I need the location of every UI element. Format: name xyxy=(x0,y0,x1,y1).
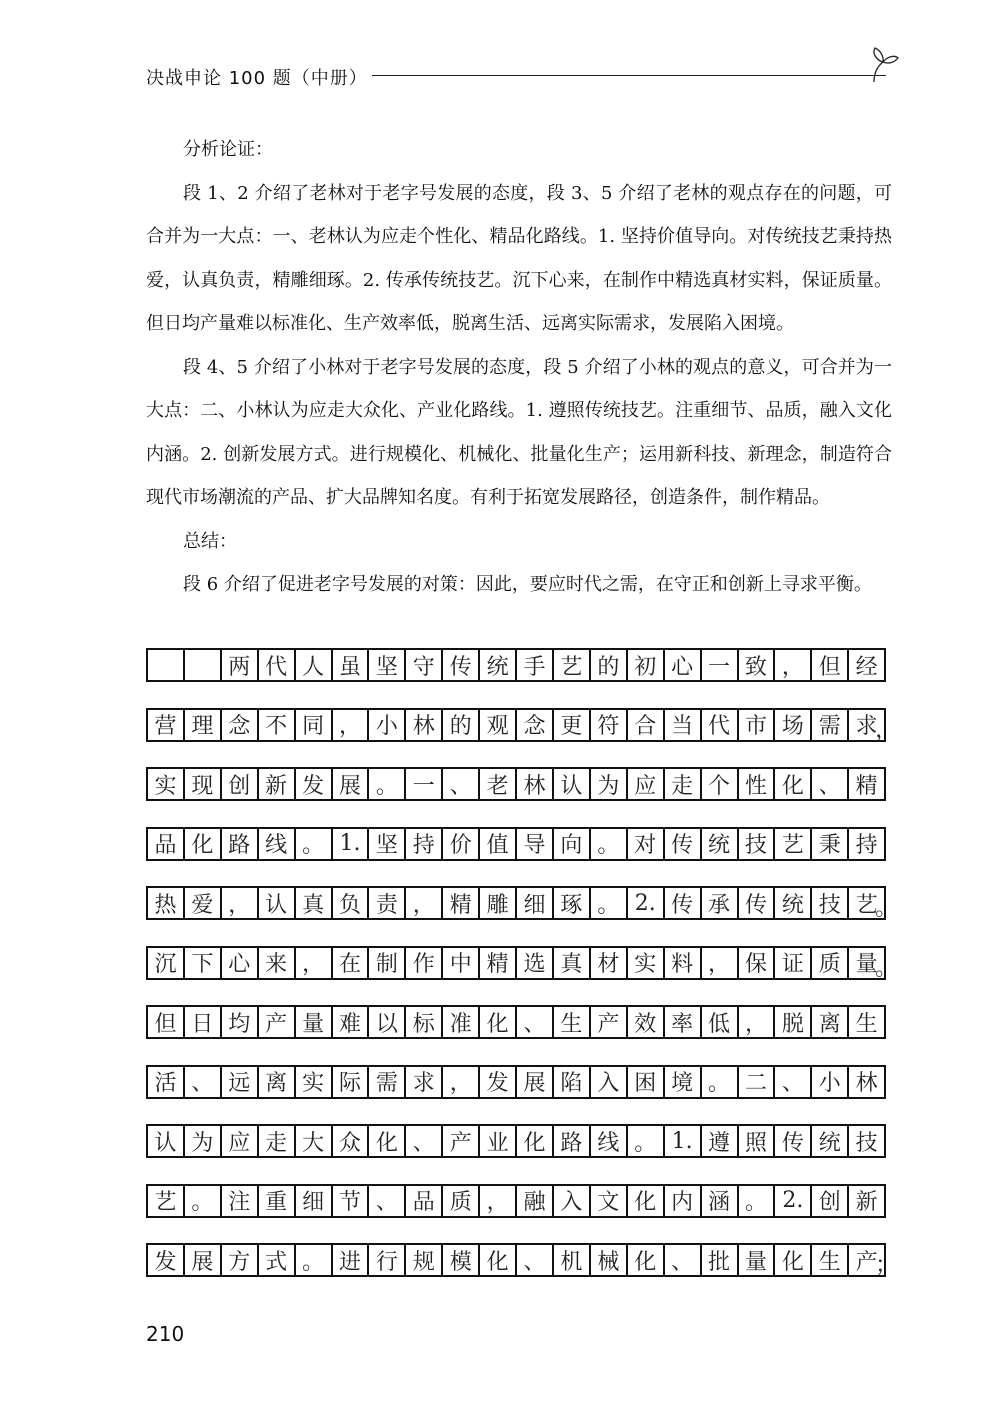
section-heading-summary: 总结： xyxy=(183,530,237,552)
grid-cell: 方 xyxy=(222,1245,259,1275)
grid-cell: 。 xyxy=(369,769,406,799)
grid-cell: 、 xyxy=(517,1007,554,1037)
grid-cell: 困 xyxy=(628,1067,665,1097)
grid-cell: 远 xyxy=(222,1067,259,1097)
grid-cell: 低 xyxy=(702,1007,739,1037)
grid-cell: 认 xyxy=(148,1126,185,1156)
grid-cell: 坚 xyxy=(369,829,406,859)
grid-cell: 2. xyxy=(775,1186,812,1216)
answer-grid-row xyxy=(146,946,898,981)
grid-cell: 。 xyxy=(628,1126,665,1156)
grid-cell: 小 xyxy=(369,710,406,740)
grid-cell: 艺 xyxy=(148,1186,185,1216)
grid-cell: 为 xyxy=(591,769,628,799)
grid-cell: 离 xyxy=(812,1007,849,1037)
grid-cell: 入 xyxy=(554,1186,591,1216)
grid-cell: 均 xyxy=(222,1007,259,1037)
section-heading-analysis: 分析论证： xyxy=(183,139,273,160)
grid-cell: 为 xyxy=(185,1126,222,1156)
grid-cell: 细 xyxy=(296,1186,333,1216)
grid-cell: 、 xyxy=(812,769,849,799)
grid-cell: ， xyxy=(702,948,739,978)
sprout-icon xyxy=(866,44,900,84)
grid-cell: 负 xyxy=(333,888,370,918)
grid-cell xyxy=(148,650,185,680)
grid-cell xyxy=(185,650,222,680)
grid-cell: 更 xyxy=(554,710,591,740)
grid-cell: 技 xyxy=(849,1126,886,1156)
grid-cell: 市 xyxy=(739,710,776,740)
analysis-text xyxy=(146,128,892,607)
grid-cell: 手 xyxy=(517,650,554,680)
grid-cell: ， xyxy=(406,888,443,918)
grid-cell: 2. xyxy=(628,888,665,918)
grid-cell: ， xyxy=(222,888,259,918)
grid-cell: 以 xyxy=(369,1007,406,1037)
grid-cell: 化 xyxy=(628,1245,665,1275)
grid-cell: 统 xyxy=(775,888,812,918)
grid-cell: 。 xyxy=(591,888,628,918)
grid-cell: 化 xyxy=(480,1007,517,1037)
grid-cell: 选 xyxy=(517,948,554,978)
grid-cell: 。 xyxy=(296,829,333,859)
grid-cell: 制 xyxy=(369,948,406,978)
grid-cell: ， xyxy=(333,710,370,740)
grid-cell: 值 xyxy=(480,829,517,859)
grid-cell: 众 xyxy=(333,1126,370,1156)
grid-cell: 日 xyxy=(185,1007,222,1037)
grid-cell: 但 xyxy=(148,1007,185,1037)
grid-cell: 保 xyxy=(739,948,776,978)
header-rule xyxy=(372,75,886,76)
grid-cell: 难 xyxy=(333,1007,370,1037)
grid-cell: 精 xyxy=(849,769,886,799)
grid-cell: 对 xyxy=(628,829,665,859)
grid-cell: 标 xyxy=(406,1007,443,1037)
grid-cell: 精 xyxy=(480,948,517,978)
answer-grid xyxy=(146,648,898,1303)
grid-cell: 产 xyxy=(259,1007,296,1037)
grid-cell: 效 xyxy=(628,1007,665,1037)
grid-cell: 的 xyxy=(443,710,480,740)
grid-cell: 老 xyxy=(480,769,517,799)
grid-cell: 守 xyxy=(406,650,443,680)
grid-cell: 念 xyxy=(517,710,554,740)
grid-cell: 坚 xyxy=(369,650,406,680)
grid-cell: 。 xyxy=(185,1186,222,1216)
grid-cell: 一 xyxy=(406,769,443,799)
grid-cell-punctuation: ， xyxy=(875,717,898,743)
grid-cell: 传 xyxy=(443,650,480,680)
grid-cell: 爱 xyxy=(185,888,222,918)
grid-cell: 观 xyxy=(480,710,517,740)
grid-cell: 需 xyxy=(812,710,849,740)
answer-grid-row xyxy=(146,648,886,682)
grid-cell: 求 ， xyxy=(849,710,886,740)
grid-cell: 1. xyxy=(665,1126,702,1156)
grid-cell: 线 xyxy=(591,1126,628,1156)
grid-cell: 内 xyxy=(665,1186,702,1216)
grid-cell: 传 xyxy=(665,829,702,859)
grid-cell: 林 xyxy=(517,769,554,799)
answer-grid-row xyxy=(146,1243,898,1278)
grid-cell: 质 xyxy=(812,948,849,978)
grid-cell: 持 xyxy=(406,829,443,859)
grid-cell: 热 xyxy=(148,888,185,918)
grid-cell: 责 xyxy=(369,888,406,918)
grid-cell: 。 xyxy=(296,1245,333,1275)
grid-cell: 念 xyxy=(222,710,259,740)
grid-cell: 实 xyxy=(296,1067,333,1097)
grid-cell: 线 xyxy=(259,829,296,859)
grid-cell: 心 xyxy=(665,650,702,680)
grid-cell: 艺 。 xyxy=(849,888,886,918)
grid-cell: 新 xyxy=(849,1186,886,1216)
grid-cell: 创 xyxy=(222,769,259,799)
grid-cell: 真 xyxy=(554,948,591,978)
grid-cell: 艺 xyxy=(554,650,591,680)
grid-cell: 统 xyxy=(480,650,517,680)
grid-cell: 经 xyxy=(849,650,886,680)
book-title: 决战申论 100 题（中册） xyxy=(146,68,368,89)
grid-cell: 材 xyxy=(591,948,628,978)
grid-cell: 业 xyxy=(480,1126,517,1156)
grid-cell: 致 xyxy=(739,650,776,680)
paragraph: 段 6 介绍了促进老字号发展的对策：因此，要应时代之需，在守正和创新上寻求平衡。 xyxy=(183,574,872,595)
grid-cell: 心 xyxy=(222,948,259,978)
grid-cell: 当 xyxy=(665,710,702,740)
grid-cell: 重 xyxy=(259,1186,296,1216)
grid-cell: 发 xyxy=(148,1245,185,1275)
grid-cell: 下 xyxy=(185,948,222,978)
grid-cell: 产 ； xyxy=(849,1245,886,1275)
grid-cell: 进 xyxy=(333,1245,370,1275)
grid-cell: 品 xyxy=(406,1186,443,1216)
grid-cell: 向 xyxy=(554,829,591,859)
grid-cell: 展 xyxy=(185,1245,222,1275)
grid-cell: 生 xyxy=(849,1007,886,1037)
grid-cell: 量 xyxy=(739,1245,776,1275)
grid-cell: 认 xyxy=(259,888,296,918)
grid-cell: 营 xyxy=(148,710,185,740)
answer-grid-row xyxy=(146,708,898,743)
grid-cell: 的 xyxy=(591,650,628,680)
grid-cell: 需 xyxy=(369,1067,406,1097)
page-number: 210 xyxy=(146,1322,185,1346)
answer-grid-row xyxy=(146,1065,886,1099)
grid-cell: 、 xyxy=(665,1245,702,1275)
grid-cell: 理 xyxy=(185,710,222,740)
answer-grid-row xyxy=(146,1005,886,1039)
grid-cell: 料 xyxy=(665,948,702,978)
grid-cell: 。 xyxy=(702,1067,739,1097)
grid-cell: 现 xyxy=(185,769,222,799)
grid-cell: 准 xyxy=(443,1007,480,1037)
grid-cell: 生 xyxy=(554,1007,591,1037)
grid-cell: 应 xyxy=(628,769,665,799)
grid-cell: 精 xyxy=(443,888,480,918)
grid-cell: 代 xyxy=(259,650,296,680)
grid-cell: 导 xyxy=(517,829,554,859)
grid-cell: 遵 xyxy=(702,1126,739,1156)
grid-cell-punctuation: 。 xyxy=(875,896,898,921)
answer-grid-row xyxy=(146,886,898,921)
grid-cell: 证 xyxy=(775,948,812,978)
grid-cell: 虽 xyxy=(333,650,370,680)
grid-cell: 脱 xyxy=(775,1007,812,1037)
paragraph: 段 1、2 介绍了老林对于老字号发展的态度，段 3、5 介绍了老林的观点存在的问题，可合并为一大点：一、老林认为应走个性化、精品化路线。1. 坚持价值导向。对传统技艺秉持热爱，认真负责，精雕细琢。2. 传承传统技艺。沉下心来，在制作中精选真材实料，保证质量。但日均产量难以标准化、生产效率低，脱离生活、远离实际需求，发展陷入困境。 xyxy=(146,182,892,334)
grid-cell: 展 xyxy=(333,769,370,799)
grid-cell: 两 xyxy=(222,650,259,680)
grid-cell: 行 xyxy=(369,1245,406,1275)
grid-cell: 际 xyxy=(333,1067,370,1097)
grid-cell: 境 xyxy=(665,1067,702,1097)
grid-cell: 、 xyxy=(369,1186,406,1216)
grid-cell: 走 xyxy=(665,769,702,799)
grid-cell: 率 xyxy=(665,1007,702,1037)
grid-cell: 技 xyxy=(812,888,849,918)
grid-cell: 应 xyxy=(222,1126,259,1156)
grid-cell-punctuation: ； xyxy=(875,1253,898,1278)
grid-cell: 化 xyxy=(628,1186,665,1216)
grid-cell: ， xyxy=(739,1007,776,1037)
grid-cell: 传 xyxy=(739,888,776,918)
grid-cell: 路 xyxy=(554,1126,591,1156)
grid-cell: 求 xyxy=(406,1067,443,1097)
grid-cell: 规 xyxy=(406,1245,443,1275)
answer-grid-row xyxy=(146,827,886,861)
grid-cell: 走 xyxy=(259,1126,296,1156)
grid-cell: 实 xyxy=(148,769,185,799)
grid-cell: 化 xyxy=(775,769,812,799)
grid-cell: 产 xyxy=(443,1126,480,1156)
grid-cell: 活 xyxy=(148,1067,185,1097)
grid-cell: 化 xyxy=(185,829,222,859)
grid-cell: 秉 xyxy=(812,829,849,859)
grid-cell: 机 xyxy=(554,1245,591,1275)
grid-cell: 大 xyxy=(296,1126,333,1156)
grid-cell: 入 xyxy=(591,1067,628,1097)
grid-cell: 传 xyxy=(775,1126,812,1156)
grid-cell: 来 xyxy=(259,948,296,978)
grid-cell: 、 xyxy=(517,1245,554,1275)
grid-cell: 产 xyxy=(591,1007,628,1037)
grid-cell: 作 xyxy=(406,948,443,978)
grid-cell: 实 xyxy=(628,948,665,978)
grid-cell: 注 xyxy=(222,1186,259,1216)
grid-cell: 节 xyxy=(333,1186,370,1216)
grid-cell: 在 xyxy=(333,948,370,978)
grid-cell: 初 xyxy=(628,650,665,680)
grid-cell: 持 xyxy=(849,829,886,859)
grid-cell: 承 xyxy=(702,888,739,918)
grid-cell: 品 xyxy=(148,829,185,859)
grid-cell: 量 。 xyxy=(849,948,886,978)
grid-cell: 涵 xyxy=(702,1186,739,1216)
grid-cell: 1. xyxy=(333,829,370,859)
paragraph: 段 4、5 介绍了小林对于老字号发展的态度，段 5 介绍了小林的观点的意义，可合并为一大点：二、小林认为应走大众化、产业化路线。1. 遵照传统技艺。注重细节、品质，融入文化内涵。2. 创新发展方式。进行规模化、机械化、批量化生产；运用新科技、新理念，制造符合现代市场潮流的产品、扩大品牌知名度。有利于拓宽发展路径，创造条件，制作精品。 xyxy=(146,356,892,508)
grid-cell: 符 xyxy=(591,710,628,740)
grid-cell: 技 xyxy=(739,829,776,859)
grid-cell: 但 xyxy=(812,650,849,680)
grid-cell: 一 xyxy=(702,650,739,680)
grid-cell: 发 xyxy=(296,769,333,799)
grid-cell: 沉 xyxy=(148,948,185,978)
grid-cell: 小 xyxy=(812,1067,849,1097)
grid-cell: 中 xyxy=(443,948,480,978)
grid-cell: 真 xyxy=(296,888,333,918)
grid-cell: 场 xyxy=(775,710,812,740)
grid-cell: 不 xyxy=(259,710,296,740)
grid-cell: 化 xyxy=(517,1126,554,1156)
grid-cell: 化 xyxy=(480,1245,517,1275)
grid-cell: 林 xyxy=(406,710,443,740)
grid-cell: 展 xyxy=(517,1067,554,1097)
grid-cell: 代 xyxy=(702,710,739,740)
grid-cell: 模 xyxy=(443,1245,480,1275)
grid-cell: 离 xyxy=(259,1067,296,1097)
grid-cell: 文 xyxy=(591,1186,628,1216)
grid-cell: 合 xyxy=(628,710,665,740)
grid-cell: 械 xyxy=(591,1245,628,1275)
grid-cell: 、 xyxy=(443,769,480,799)
grid-cell: 、 xyxy=(406,1126,443,1156)
grid-cell: 路 xyxy=(222,829,259,859)
grid-cell: 统 xyxy=(812,1126,849,1156)
grid-cell: 雕 xyxy=(480,888,517,918)
grid-cell: 。 xyxy=(591,829,628,859)
grid-cell: 批 xyxy=(702,1245,739,1275)
grid-cell: 、 xyxy=(775,1067,812,1097)
grid-cell: 照 xyxy=(739,1126,776,1156)
grid-cell: 个 xyxy=(702,769,739,799)
grid-cell: 二 xyxy=(739,1067,776,1097)
grid-cell: ， xyxy=(480,1186,517,1216)
answer-grid-row xyxy=(146,1184,886,1218)
grid-cell: 认 xyxy=(554,769,591,799)
grid-cell: 质 xyxy=(443,1186,480,1216)
grid-cell: 式 xyxy=(259,1245,296,1275)
grid-cell: 化 xyxy=(369,1126,406,1156)
grid-cell: 传 xyxy=(665,888,702,918)
grid-cell: 量 xyxy=(296,1007,333,1037)
grid-cell: 林 xyxy=(849,1067,886,1097)
answer-grid-row xyxy=(146,767,886,801)
grid-cell: ， xyxy=(775,650,812,680)
grid-cell: 融 xyxy=(517,1186,554,1216)
grid-cell: 化 xyxy=(775,1245,812,1275)
grid-cell: 新 xyxy=(259,769,296,799)
grid-cell: 同 xyxy=(296,710,333,740)
grid-cell: ， xyxy=(443,1067,480,1097)
grid-cell: 生 xyxy=(812,1245,849,1275)
grid-cell: 细 xyxy=(517,888,554,918)
grid-cell: 陷 xyxy=(554,1067,591,1097)
grid-cell: 琢 xyxy=(554,888,591,918)
grid-cell: 、 xyxy=(185,1067,222,1097)
answer-grid-row xyxy=(146,1124,886,1158)
grid-cell: 。 xyxy=(739,1186,776,1216)
grid-cell: 艺 xyxy=(775,829,812,859)
grid-cell: 统 xyxy=(702,829,739,859)
grid-cell: 人 xyxy=(296,650,333,680)
running-header xyxy=(146,58,900,92)
grid-cell: 价 xyxy=(443,829,480,859)
grid-cell-punctuation: 。 xyxy=(875,955,898,981)
grid-cell: 性 xyxy=(739,769,776,799)
grid-cell: 创 xyxy=(812,1186,849,1216)
grid-cell: 发 xyxy=(480,1067,517,1097)
grid-cell: ， xyxy=(296,948,333,978)
